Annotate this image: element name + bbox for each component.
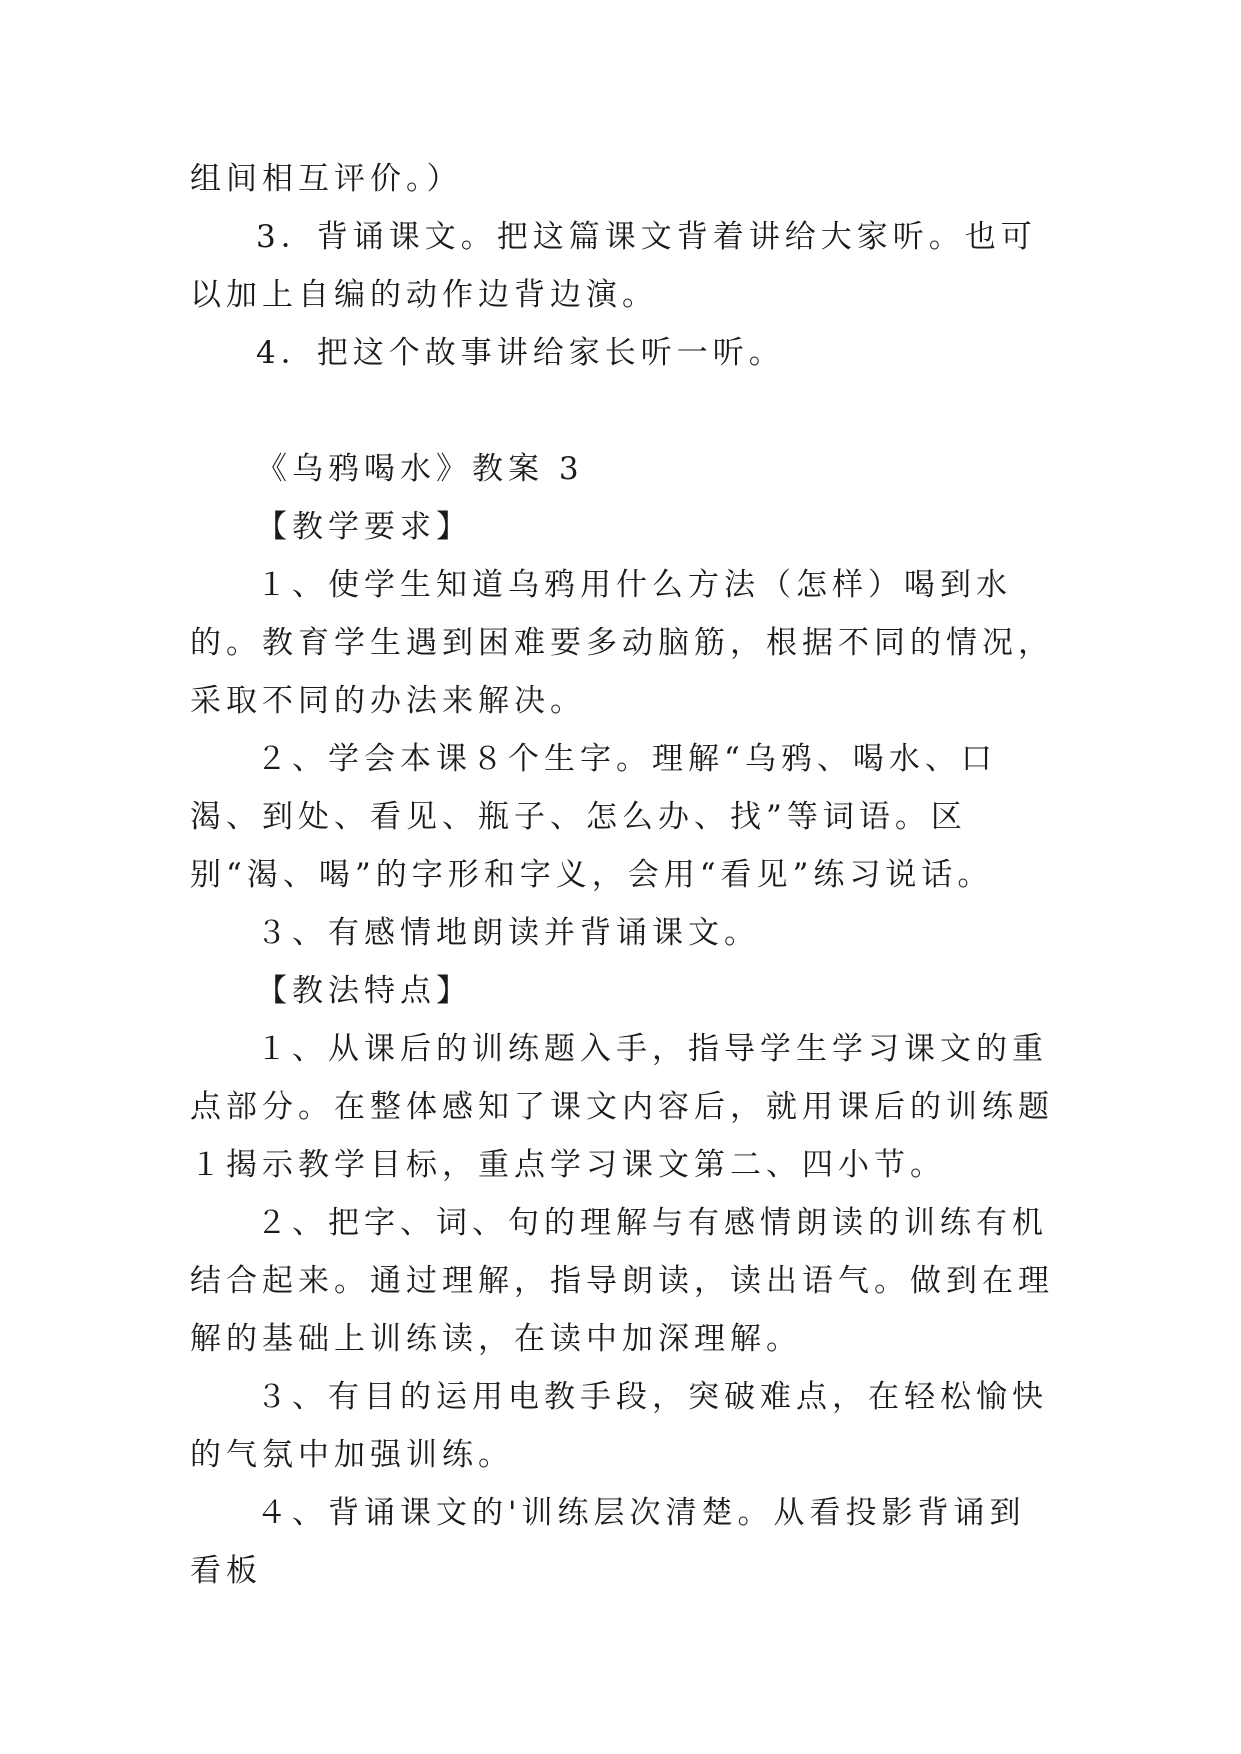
section-title: 《乌鸦喝水》教案 3: [256, 451, 584, 487]
method-item: ３、有目的运用电教手段，突破难点，在轻松愉快的气氛中加强训练。: [190, 1379, 1048, 1473]
teaching-requirements-heading: 【教学要求】: [256, 509, 472, 545]
paragraph-recite: 3．背诵课文。把这篇课文背着讲给大家听。也可以加上自编的动作边背边演。: [190, 219, 1037, 313]
paragraph-tell-parents: 4．把这个故事讲给家长听一听。: [256, 335, 785, 371]
method-item: ４、背诵课文的'训练层次清楚。从看投影背诵到看板: [190, 1495, 1026, 1589]
requirement-item: ３、有感情地朗读并背诵课文。: [256, 915, 760, 951]
paragraph-continuation: 组间相互评价。）: [190, 161, 463, 197]
requirement-item: １、使学生知道乌鸦用什么方法（怎样）喝到水的。教育学生遇到困难要多动脑筋，根据不同的情况，采取不同的办法来解决。: [190, 567, 1054, 719]
requirement-item: ２、学会本课８个生字。理解“乌鸦、喝水、口渴、到处、看见、瓶子、怎么办、找”等词语。区别“渴、喝”的字形和字义，会用“看见”练习说话。: [190, 741, 997, 893]
section-spacer: [190, 382, 1056, 440]
method-item: １、从课后的训练题入手，指导学生学习课文的重点部分。在整体感知了课文内容后，就用课后的训练题１揭示教学目标，重点学习课文第二、四小节。: [190, 1031, 1054, 1183]
method-item: ２、把字、词、句的理解与有感情朗读的训练有机结合起来。通过理解，指导朗读，读出语气。做到在理解的基础上训练读，在读中加深理解。: [190, 1205, 1054, 1357]
method-features-heading: 【教法特点】: [256, 973, 472, 1009]
document-body: [190, 150, 1056, 1600]
